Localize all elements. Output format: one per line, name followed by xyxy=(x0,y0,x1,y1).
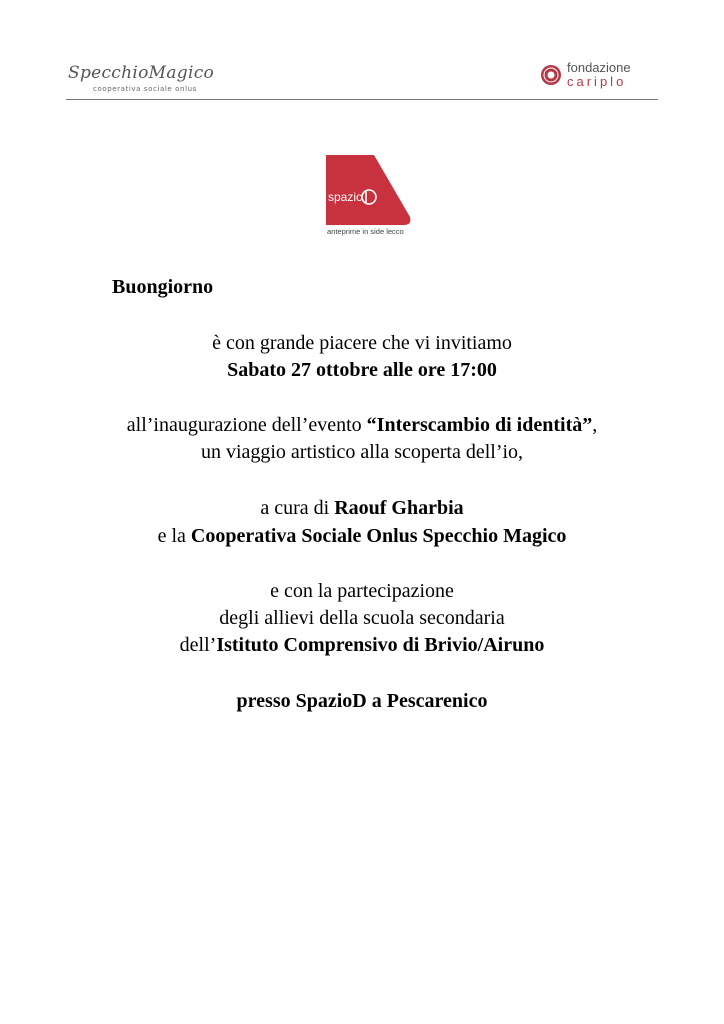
greeting: Buongiorno xyxy=(112,276,214,298)
fondazione-cariplo-line1: fondazione xyxy=(567,60,631,75)
school-name: Istituto Comprensivo di Brivio/Airuno xyxy=(216,634,545,656)
students-line: degli allievi della scuola secondaria xyxy=(219,607,505,629)
event-date: Sabato 27 ottobre alle ore 17:00 xyxy=(227,359,497,381)
participation-line: e con la partecipazione xyxy=(270,580,454,602)
spazio-d-logo xyxy=(322,155,412,240)
event-title: “Interscambio di identità” xyxy=(366,414,593,436)
fondazione-cariplo-line2: cariplo xyxy=(567,74,627,89)
venue-line: presso SpazioD a Pescarenico xyxy=(236,690,488,712)
header-divider xyxy=(66,99,658,100)
event-title-line xyxy=(0,414,724,437)
specchio-magico-logo-title: SpecchioMagico xyxy=(68,63,215,83)
fondazione-cariplo-logo xyxy=(540,58,660,92)
school-line xyxy=(0,634,724,657)
spazio-d-logo-word: spazio xyxy=(328,190,363,204)
invitation-line: è con grande piacere che vi invitiamo xyxy=(212,332,512,354)
spazio-d-logo-tagline: anteprime in side lecco xyxy=(327,227,404,236)
cooperative-name: Cooperativa Sociale Onlus Specchio Magico xyxy=(190,525,567,547)
curator-prefix: a cura di xyxy=(260,497,335,519)
curator-name: Raouf Gharbia xyxy=(334,497,464,519)
event-description: un viaggio artistico alla scoperta dell’io, xyxy=(200,441,524,463)
cariplo-seal-icon xyxy=(540,64,562,86)
school-prefix: dell’ xyxy=(179,634,217,656)
event-title-suffix: , xyxy=(592,414,598,436)
specchio-magico-logo-subtitle: cooperativa sociale onlus xyxy=(93,85,197,93)
cooperative-line xyxy=(0,525,724,548)
event-title-prefix: all’inaugurazione dell’evento xyxy=(126,414,367,436)
specchio-magico-logo xyxy=(68,63,228,97)
cooperative-prefix: e la xyxy=(157,525,191,547)
page-header xyxy=(0,0,724,110)
curator-line xyxy=(0,497,724,520)
